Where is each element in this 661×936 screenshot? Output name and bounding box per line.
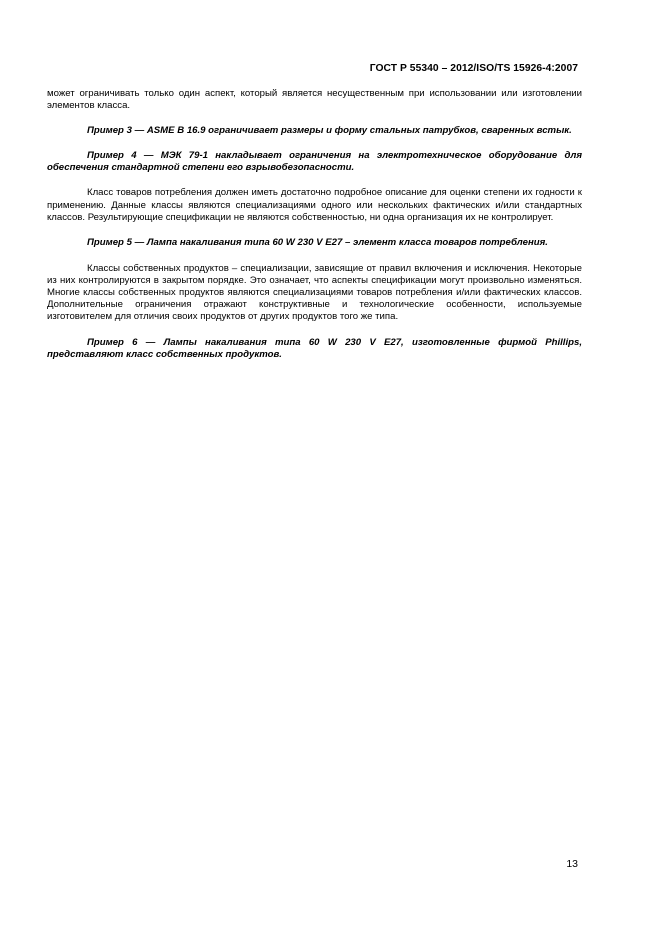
example-5: Пример 5 — Лампа накаливания типа 60 W 230 V E27 – элемент класса товаров потребления.	[87, 236, 548, 248]
paragraph-proprietary-class: Классы собственных продуктов – специализации, зависящие от правил включения и исключения. Некоторые из них контролируются в закрытом порядке. Это означает, что аспекты спецификации могут произвольно изменяться. Многие классы собственных продуктов являются специализациями товаров потребления и/или фактических классов. Дополнительные ограничения отражают конструктивные и технологические особенности, используемые изготовителем для отличия своих продуктов от других продуктов того же типа.	[47, 262, 582, 323]
document-header: ГОСТ Р 55340 – 2012/ISO/TS 15926-4:2007	[369, 63, 578, 74]
example-4: Пример 4 — МЭК 79-1 накладывает ограничения на электротехническое оборудование для обеспечения стандартной степени его взрывобезопасности.	[47, 150, 582, 174]
page-number: 13	[566, 858, 578, 870]
page-body	[47, 88, 582, 362]
example-3: Пример 3 — ASME B 16.9 ограничивает размеры и форму стальных патрубков, сваренных встык.	[87, 125, 572, 137]
paragraph-continuation: может ограничивать только один аспект, который является несущественным при использовании или изготовлении элементов класса.	[47, 88, 582, 112]
paragraph-commodity-class: Класс товаров потребления должен иметь достаточно подробное описание для оценки степени их годности к применению. Данные классы являются специализациями одного или нескольких фактических и/или стандартных классов. Результирующие спецификации не являются собственностью, ни одна организация их не контролирует.	[47, 187, 582, 223]
example-6: Пример 6 — Лампы накаливания типа 60 W 230 V E27, изготовленные фирмой Phillips, представляют класс собственных продуктов.	[47, 337, 582, 361]
